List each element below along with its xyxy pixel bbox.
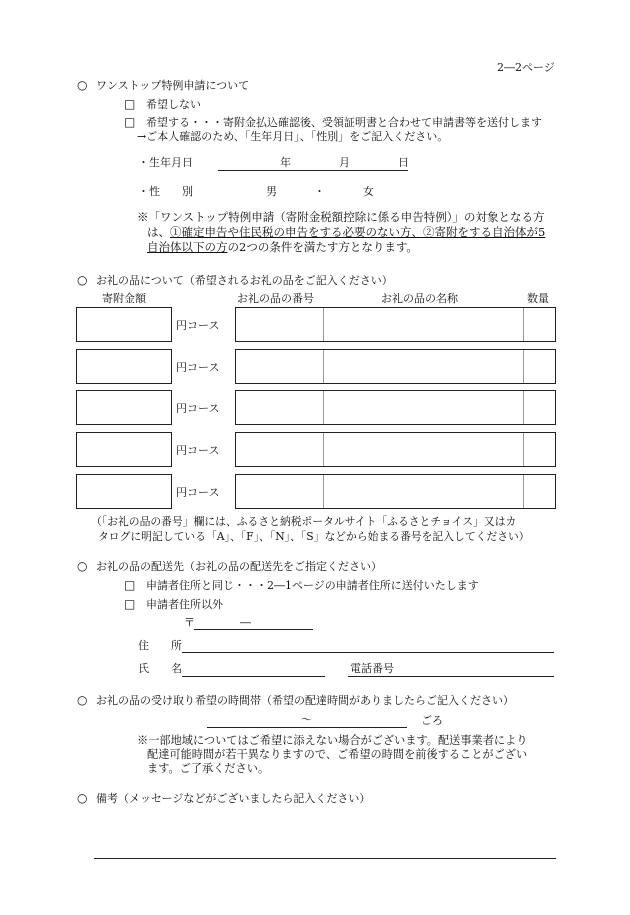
yes-onestop-label: 希望する・・・寄附金払込確認後、受領証明書と合わせて申請書等を送付します [146,116,542,129]
section-five-title: 備考（メッセージなどがございましたら記入ください） [96,792,371,805]
phone-label: 電話番号 [350,662,394,675]
about-label: ごろ [421,714,443,727]
delivery-time-field[interactable] [207,727,407,728]
birth-date-field[interactable] [218,170,408,171]
postal-dash: ― [240,616,251,629]
section-four-bullet: ○ [77,693,88,707]
name-field[interactable] [182,676,325,677]
column-divider [323,350,324,383]
phone-field[interactable] [348,676,554,677]
header-item-number: お礼の品の番号 [237,292,314,305]
item-fields[interactable] [235,432,556,467]
address-field[interactable] [182,652,554,653]
column-divider [523,391,524,424]
yes-onestop-checkbox[interactable]: □ [124,115,136,129]
section-four-title: お礼の品の受け取り希望の時間帯（希望の配達時間がありましたらご記入ください） [96,694,514,707]
amount-field[interactable] [76,349,172,384]
delivery-note-line3: ます。ご了承ください。 [147,762,270,775]
no-onestop-checkbox[interactable]: □ [124,97,136,111]
column-divider [523,475,524,508]
column-divider [323,475,324,508]
item-fields[interactable] [235,349,556,384]
birth-day-label: 日 [398,156,409,169]
column-divider [523,308,524,341]
time-range-tilde: ～ [301,713,312,726]
birth-month-label: 月 [339,156,350,169]
same-address-label: 申請者住所と同じ・・・2―1ページの申請者住所に送付いたします [146,579,479,592]
yes-onestop-note: →ご本人確認のため、「生年月日」、「性別」をご記入ください。 [137,130,449,143]
section-three-title: お礼の品の配送先（お礼の品の配送先をご指定ください） [96,560,382,573]
section-one-bullet: ○ [77,78,88,92]
sex-female-option[interactable]: 女 [363,185,374,198]
birth-date-label: ・生年月日 [138,156,193,169]
sex-separator: ・ [314,185,325,198]
column-divider [523,433,524,466]
column-divider [323,391,324,424]
column-divider [323,308,324,341]
onestop-note-line3: 自治体以下の方の2つの条件を満たす方となります。 [147,240,418,254]
same-address-checkbox[interactable]: □ [124,578,136,592]
delivery-note-line1: ※一部地域についてはご希望に添えない場合がございます。配送事業者により [137,734,528,747]
section-one-title: ワンストップ特例申請について [96,79,250,92]
header-item-name: お礼の品の名称 [381,292,458,305]
address-label: 住 所 [138,639,182,652]
item-fields[interactable] [235,390,556,425]
section-two-bullet: ○ [77,273,88,287]
no-onestop-label: 希望しない [146,98,201,111]
item-fields[interactable] [235,307,556,342]
page-number: 2―2ページ [497,61,555,74]
header-quantity: 数量 [527,292,549,305]
header-amount: 寄附金額 [102,292,146,305]
section-two-title: お礼の品について（希望されるお礼の品をご記入ください） [96,274,393,287]
remarks-field[interactable] [94,858,556,859]
name-label: 氏 名 [138,662,182,675]
postal-mark: 〒 [184,616,195,629]
item-fields[interactable] [235,474,556,509]
course-label: 円コース [176,486,220,499]
item-number-note-line2: タログに明記している「A」、「F」、「N」、「S」などから始まる番号を記入してください） [98,530,530,543]
other-address-checkbox[interactable]: □ [124,597,136,611]
delivery-note-line2: 配達可能時間が若干異なりますので、ご希望の時間を前後することがござい [147,748,528,761]
course-label: 円コース [176,361,220,374]
amount-field[interactable] [76,432,172,467]
column-divider [323,433,324,466]
other-address-label: 申請者住所以外 [146,598,223,611]
birth-year-label: 年 [280,156,291,169]
postal-code-field[interactable] [194,629,313,630]
onestop-note-line1: ※「ワンストップ特例申請（寄附金税額控除に係る申告特例）」の対象となる方 [137,210,545,224]
amount-field[interactable] [76,307,172,342]
sex-male-option[interactable]: 男 [266,185,277,198]
sex-label: ・性 別 [138,185,193,198]
item-number-note-line1: （「お礼の品の番号」欄には、ふるさと納税ポータルサイト「ふるさとチョイス」又はカ [91,515,517,528]
column-divider [523,350,524,383]
course-label: 円コース [176,402,220,415]
course-label: 円コース [176,444,220,457]
section-five-bullet: ○ [77,791,88,805]
course-label: 円コース [176,319,220,332]
amount-field[interactable] [76,390,172,425]
section-three-bullet: ○ [77,559,88,573]
amount-field[interactable] [76,474,172,509]
onestop-note-line2: は、①確定申告や住民税の申告をする必要のない方、②寄附をする自治体が5 [147,225,546,239]
